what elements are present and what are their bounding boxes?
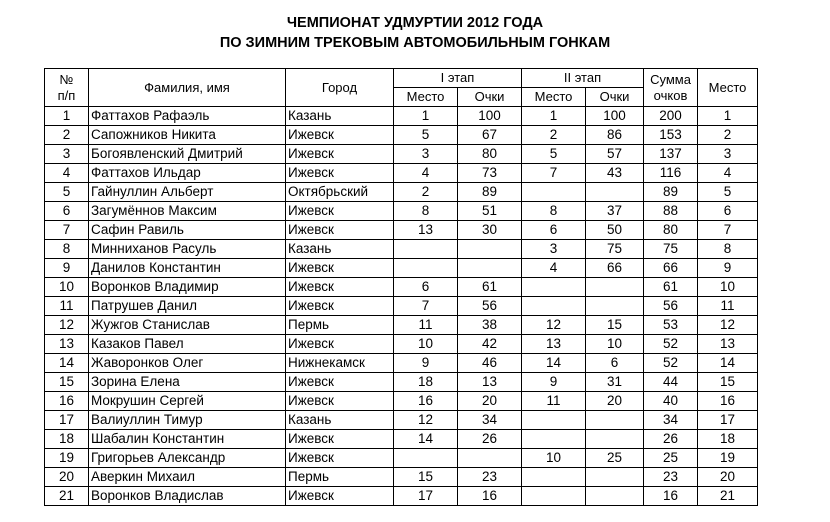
cell-final-place: 18: [698, 430, 758, 449]
cell-stage1-points: 56: [458, 297, 522, 316]
cell-sum: 61: [644, 278, 698, 297]
cell-stage1-points: [458, 259, 522, 278]
cell-stage1-place: 13: [394, 221, 458, 240]
cell-number: 21: [45, 487, 89, 506]
cell-stage2-points: 50: [586, 221, 644, 240]
cell-stage2-place: [522, 487, 586, 506]
table-row: [45, 487, 758, 506]
cell-stage2-points: [586, 411, 644, 430]
cell-number: 12: [45, 316, 89, 335]
header-number-line1: №: [59, 71, 74, 87]
cell-stage1-points: 42: [458, 335, 522, 354]
cell-stage2-points: 86: [586, 126, 644, 145]
cell-stage2-points: [586, 487, 644, 506]
cell-stage1-place: 5: [394, 126, 458, 145]
cell-stage2-place: 14: [522, 354, 586, 373]
cell-stage2-place: [522, 411, 586, 430]
table-row: [45, 145, 758, 164]
cell-sum: 80: [644, 221, 698, 240]
cell-name: Григорьев Александр: [89, 449, 286, 468]
cell-stage1-place: 11: [394, 316, 458, 335]
cell-name: Загумённов Максим: [89, 202, 286, 221]
cell-number: 5: [45, 183, 89, 202]
cell-number: 17: [45, 411, 89, 430]
cell-name: Воронков Владимир: [89, 278, 286, 297]
cell-final-place: 17: [698, 411, 758, 430]
table-row: [45, 468, 758, 487]
table-row: [45, 373, 758, 392]
cell-stage1-points: 67: [458, 126, 522, 145]
cell-final-place: 15: [698, 373, 758, 392]
cell-final-place: 3: [698, 145, 758, 164]
cell-final-place: 20: [698, 468, 758, 487]
cell-number: 9: [45, 259, 89, 278]
cell-stage2-points: 75: [586, 240, 644, 259]
cell-number: 1: [45, 107, 89, 126]
cell-stage1-points: 73: [458, 164, 522, 183]
cell-number: 18: [45, 430, 89, 449]
cell-stage1-points: 46: [458, 354, 522, 373]
cell-stage2-place: 6: [522, 221, 586, 240]
header-stage2-place: Место: [522, 88, 586, 107]
cell-stage1-place: 9: [394, 354, 458, 373]
cell-final-place: 6: [698, 202, 758, 221]
cell-stage2-points: 37: [586, 202, 644, 221]
cell-final-place: 14: [698, 354, 758, 373]
table-row: [45, 430, 758, 449]
cell-stage2-points: [586, 183, 644, 202]
cell-final-place: 10: [698, 278, 758, 297]
cell-city: Ижевск: [286, 449, 394, 468]
cell-stage2-place: 7: [522, 164, 586, 183]
cell-stage2-points: 10: [586, 335, 644, 354]
cell-final-place: 2: [698, 126, 758, 145]
cell-number: 15: [45, 373, 89, 392]
cell-number: 14: [45, 354, 89, 373]
cell-name: Аверкин Михаил: [89, 468, 286, 487]
cell-final-place: 13: [698, 335, 758, 354]
cell-stage2-points: 15: [586, 316, 644, 335]
table-row: [45, 316, 758, 335]
cell-stage2-points: 6: [586, 354, 644, 373]
header-number-line2: п/п: [57, 87, 76, 103]
cell-final-place: 12: [698, 316, 758, 335]
cell-stage1-place: 8: [394, 202, 458, 221]
table-row: [45, 259, 758, 278]
table-header: [45, 69, 758, 107]
cell-stage1-points: 23: [458, 468, 522, 487]
table-row: [45, 411, 758, 430]
cell-stage1-points: 51: [458, 202, 522, 221]
cell-stage2-place: 12: [522, 316, 586, 335]
cell-sum: 34: [644, 411, 698, 430]
cell-sum: 52: [644, 354, 698, 373]
cell-stage2-place: 1: [522, 107, 586, 126]
cell-stage1-place: 1: [394, 107, 458, 126]
cell-stage2-place: 13: [522, 335, 586, 354]
cell-stage2-place: 5: [522, 145, 586, 164]
cell-stage2-points: [586, 430, 644, 449]
cell-stage1-points: 20: [458, 392, 522, 411]
cell-sum: 53: [644, 316, 698, 335]
cell-number: 2: [45, 126, 89, 145]
cell-stage2-place: 3: [522, 240, 586, 259]
cell-stage1-place: [394, 259, 458, 278]
table-row: [45, 392, 758, 411]
cell-sum: 40: [644, 392, 698, 411]
header-name: Фамилия, имя: [89, 69, 286, 107]
cell-number: 4: [45, 164, 89, 183]
cell-city: Казань: [286, 240, 394, 259]
cell-name: Данилов Константин: [89, 259, 286, 278]
cell-stage1-points: 13: [458, 373, 522, 392]
cell-stage2-points: [586, 468, 644, 487]
cell-stage1-place: 12: [394, 411, 458, 430]
table-row: [45, 107, 758, 126]
cell-stage1-points: 34: [458, 411, 522, 430]
cell-stage1-place: 18: [394, 373, 458, 392]
header-stage1-place: Место: [394, 88, 458, 107]
cell-city: Ижевск: [286, 259, 394, 278]
cell-stage2-place: 10: [522, 449, 586, 468]
cell-number: 10: [45, 278, 89, 297]
cell-sum: 153: [644, 126, 698, 145]
cell-stage2-place: 8: [522, 202, 586, 221]
cell-sum: 75: [644, 240, 698, 259]
cell-sum: 44: [644, 373, 698, 392]
cell-stage1-points: 80: [458, 145, 522, 164]
cell-city: Ижевск: [286, 373, 394, 392]
cell-stage2-points: 100: [586, 107, 644, 126]
table-row: [45, 354, 758, 373]
cell-stage1-place: 3: [394, 145, 458, 164]
cell-stage2-points: 57: [586, 145, 644, 164]
document-title: ЧЕМПИОНАТ УДМУРТИИ 2012 ГОДА: [286, 15, 544, 31]
cell-name: Фаттахов Ильдар: [89, 164, 286, 183]
cell-stage2-place: [522, 468, 586, 487]
cell-final-place: 1: [698, 107, 758, 126]
cell-final-place: 4: [698, 164, 758, 183]
cell-final-place: 11: [698, 297, 758, 316]
cell-sum: 52: [644, 335, 698, 354]
cell-city: Казань: [286, 107, 394, 126]
table-body: [45, 107, 758, 506]
document-subtitle: ПО ЗИМНИМ ТРЕКОВЫМ АВТОМОБИЛЬНЫМ ГОНКАМ: [219, 35, 611, 51]
cell-city: Казань: [286, 411, 394, 430]
header-stage1-points: Очки: [458, 88, 522, 107]
table-row: [45, 202, 758, 221]
header-stage2: II этап: [522, 69, 644, 88]
cell-stage2-place: [522, 297, 586, 316]
cell-final-place: 9: [698, 259, 758, 278]
cell-city: Ижевск: [286, 392, 394, 411]
cell-name: Сафин Равиль: [89, 221, 286, 240]
table-row: [45, 183, 758, 202]
table-row: [45, 240, 758, 259]
cell-stage1-place: 14: [394, 430, 458, 449]
cell-sum: 26: [644, 430, 698, 449]
cell-number: 13: [45, 335, 89, 354]
cell-stage2-points: 66: [586, 259, 644, 278]
cell-final-place: 8: [698, 240, 758, 259]
cell-city: Пермь: [286, 316, 394, 335]
cell-stage2-place: [522, 183, 586, 202]
cell-stage2-place: 2: [522, 126, 586, 145]
results-table: [44, 68, 758, 506]
header-number: [45, 69, 89, 107]
cell-number: 7: [45, 221, 89, 240]
cell-city: Пермь: [286, 468, 394, 487]
table-row: [45, 449, 758, 468]
cell-sum: 88: [644, 202, 698, 221]
cell-sum: 56: [644, 297, 698, 316]
table-row: [45, 126, 758, 145]
cell-stage2-place: 4: [522, 259, 586, 278]
header-sum: [644, 69, 698, 107]
cell-sum: 137: [644, 145, 698, 164]
cell-sum: 16: [644, 487, 698, 506]
cell-stage1-points: 89: [458, 183, 522, 202]
cell-name: Шабалин Константин: [89, 430, 286, 449]
cell-stage1-points: 38: [458, 316, 522, 335]
cell-number: 19: [45, 449, 89, 468]
cell-name: Жаворонков Олег: [89, 354, 286, 373]
cell-number: 16: [45, 392, 89, 411]
header-stage2-points: Очки: [586, 88, 644, 107]
header-sum-line1: Сумма: [650, 71, 691, 87]
cell-final-place: 16: [698, 392, 758, 411]
cell-final-place: 7: [698, 221, 758, 240]
cell-city: Ижевск: [286, 164, 394, 183]
cell-stage1-place: [394, 449, 458, 468]
cell-name: Патрушев Данил: [89, 297, 286, 316]
cell-stage2-place: 9: [522, 373, 586, 392]
cell-stage1-place: 2: [394, 183, 458, 202]
cell-city: Нижнекамск: [286, 354, 394, 373]
cell-stage2-points: 20: [586, 392, 644, 411]
cell-name: Воронков Владислав: [89, 487, 286, 506]
header-sum-line2: очков: [653, 87, 688, 103]
cell-stage1-points: 16: [458, 487, 522, 506]
cell-city: Ижевск: [286, 202, 394, 221]
cell-name: Валиуллин Тимур: [89, 411, 286, 430]
cell-stage2-points: [586, 278, 644, 297]
cell-stage2-points: [586, 297, 644, 316]
table-row: [45, 297, 758, 316]
cell-number: 8: [45, 240, 89, 259]
cell-name: Казаков Павел: [89, 335, 286, 354]
cell-city: Ижевск: [286, 278, 394, 297]
cell-number: 11: [45, 297, 89, 316]
cell-stage2-points: 43: [586, 164, 644, 183]
cell-city: Ижевск: [286, 221, 394, 240]
cell-stage2-place: [522, 430, 586, 449]
cell-sum: 66: [644, 259, 698, 278]
cell-stage1-points: 100: [458, 107, 522, 126]
cell-number: 6: [45, 202, 89, 221]
cell-sum: 25: [644, 449, 698, 468]
cell-stage2-place: 11: [522, 392, 586, 411]
cell-name: Зорина Елена: [89, 373, 286, 392]
cell-sum: 200: [644, 107, 698, 126]
cell-name: Минниханов Расуль: [89, 240, 286, 259]
cell-name: Фаттахов Рафаэль: [89, 107, 286, 126]
cell-stage1-place: 16: [394, 392, 458, 411]
cell-final-place: 21: [698, 487, 758, 506]
cell-stage1-place: [394, 240, 458, 259]
cell-name: Мокрушин Сергей: [89, 392, 286, 411]
cell-stage2-points: 31: [586, 373, 644, 392]
cell-stage1-points: [458, 240, 522, 259]
cell-stage1-place: 7: [394, 297, 458, 316]
cell-sum: 116: [644, 164, 698, 183]
header-city: Город: [286, 69, 394, 107]
cell-stage2-points: 25: [586, 449, 644, 468]
cell-name: Жужгов Станислав: [89, 316, 286, 335]
cell-stage1-place: 17: [394, 487, 458, 506]
cell-number: 3: [45, 145, 89, 164]
cell-city: Ижевск: [286, 430, 394, 449]
cell-sum: 23: [644, 468, 698, 487]
cell-city: Октябрьский: [286, 183, 394, 202]
cell-name: Богоявленский Дмитрий: [89, 145, 286, 164]
cell-number: 20: [45, 468, 89, 487]
header-final-place: Место: [698, 69, 758, 107]
cell-name: Гайнуллин Альберт: [89, 183, 286, 202]
table-row: [45, 278, 758, 297]
cell-name: Сапожников Никита: [89, 126, 286, 145]
cell-stage1-place: 15: [394, 468, 458, 487]
cell-city: Ижевск: [286, 297, 394, 316]
cell-sum: 89: [644, 183, 698, 202]
cell-city: Ижевск: [286, 487, 394, 506]
cell-stage1-points: 61: [458, 278, 522, 297]
cell-stage1-place: 10: [394, 335, 458, 354]
cell-stage1-points: 30: [458, 221, 522, 240]
cell-stage2-place: [522, 278, 586, 297]
table-row: [45, 335, 758, 354]
cell-city: Ижевск: [286, 126, 394, 145]
cell-final-place: 19: [698, 449, 758, 468]
cell-stage1-place: 6: [394, 278, 458, 297]
table-row: [45, 221, 758, 240]
cell-city: Ижевск: [286, 335, 394, 354]
cell-stage1-points: [458, 449, 522, 468]
cell-city: Ижевск: [286, 145, 394, 164]
table-row: [45, 164, 758, 183]
cell-stage1-points: 26: [458, 430, 522, 449]
header-stage1: I этап: [394, 69, 522, 88]
cell-stage1-place: 4: [394, 164, 458, 183]
cell-final-place: 5: [698, 183, 758, 202]
